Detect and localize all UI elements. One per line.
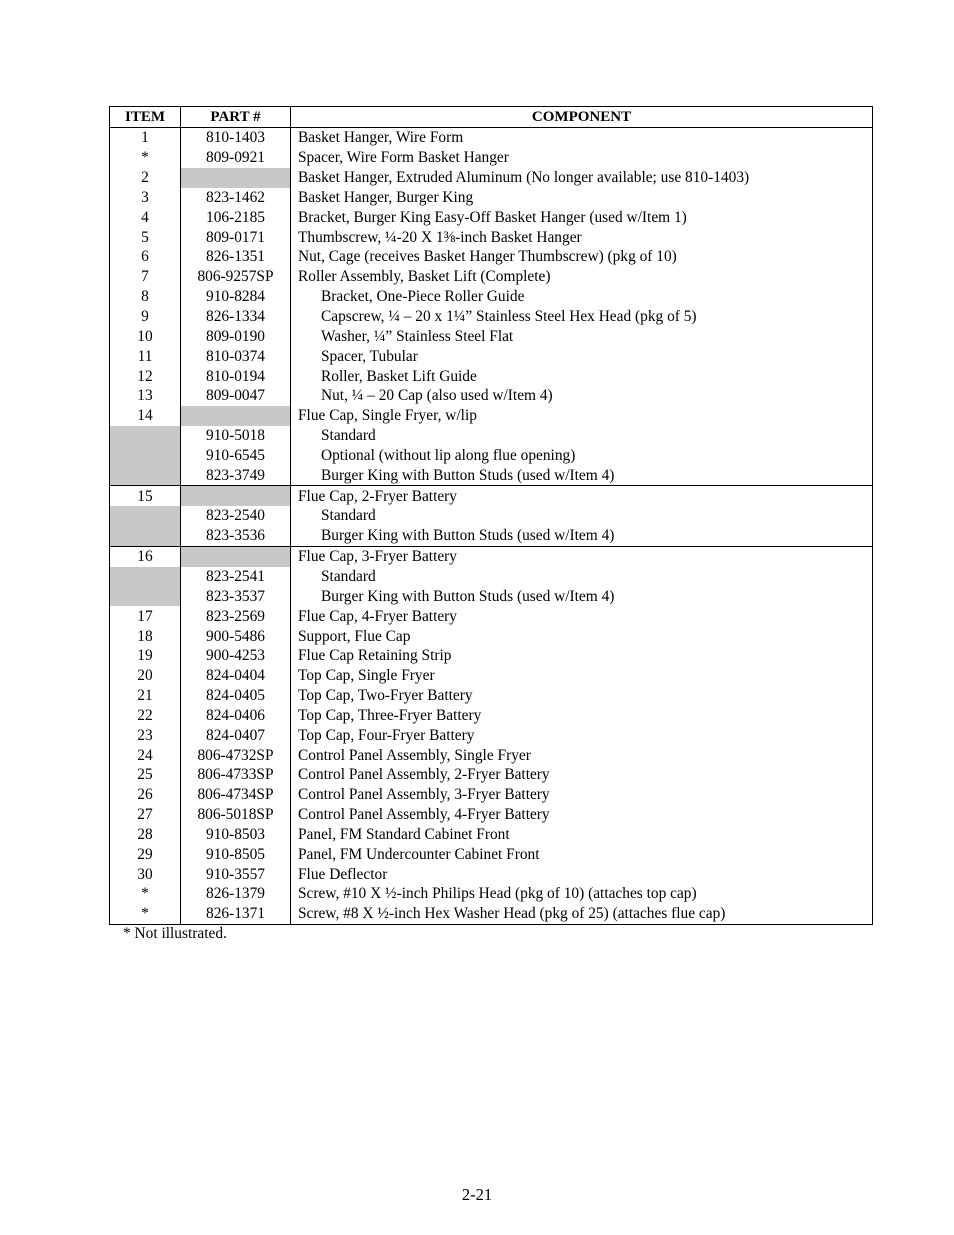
item-cell — [110, 446, 181, 466]
item-cell: 21 — [110, 686, 181, 706]
component-cell: Basket Hanger, Extruded Aluminum (No longer available; use 810-1403) — [291, 168, 873, 188]
part-number-cell: 824-0405 — [181, 686, 291, 706]
item-cell — [110, 586, 181, 606]
component-cell: Panel, FM Standard Cabinet Front — [291, 825, 873, 845]
part-number-cell: 826-1371 — [181, 904, 291, 924]
table-row — [110, 884, 873, 904]
header-part: PART # — [181, 107, 291, 128]
component-cell: Top Cap, Four-Fryer Battery — [291, 725, 873, 745]
table-row — [110, 864, 873, 884]
item-cell: 11 — [110, 346, 181, 366]
component-cell: Bracket, Burger King Easy-Off Basket Hanger (used w/Item 1) — [291, 207, 873, 227]
table-row — [110, 844, 873, 864]
item-cell — [110, 426, 181, 446]
item-cell: 18 — [110, 626, 181, 646]
component-cell: Washer, ¼” Stainless Steel Flat — [291, 326, 873, 346]
part-number-cell — [181, 406, 291, 426]
table-row — [110, 307, 873, 327]
component-cell: Control Panel Assembly, 3-Fryer Battery — [291, 785, 873, 805]
component-cell: Screw, #8 X ½-inch Hex Washer Head (pkg of 25) (attaches flue cap) — [291, 904, 873, 924]
component-cell: Support, Flue Cap — [291, 626, 873, 646]
part-number-cell: 910-8284 — [181, 287, 291, 307]
part-number-cell: 823-2541 — [181, 567, 291, 587]
table-row — [110, 128, 873, 148]
part-number-cell: 910-8503 — [181, 825, 291, 845]
part-number-cell: 824-0407 — [181, 725, 291, 745]
part-number-cell: 823-3536 — [181, 526, 291, 546]
component-cell: Top Cap, Single Fryer — [291, 666, 873, 686]
item-cell: 25 — [110, 765, 181, 785]
component-cell: Basket Hanger, Burger King — [291, 188, 873, 208]
table-row — [110, 686, 873, 706]
footnote: * Not illustrated. — [123, 925, 227, 942]
part-number-cell: 910-3557 — [181, 864, 291, 884]
part-number-cell: 823-1462 — [181, 188, 291, 208]
component-cell: Panel, FM Undercounter Cabinet Front — [291, 844, 873, 864]
table-row — [110, 326, 873, 346]
table-row — [110, 626, 873, 646]
table-row — [110, 227, 873, 247]
part-number-cell: 806-4733SP — [181, 765, 291, 785]
item-cell: 4 — [110, 207, 181, 227]
part-number-cell: 810-0374 — [181, 346, 291, 366]
item-cell: 22 — [110, 705, 181, 725]
table-row — [110, 465, 873, 485]
table-row — [110, 366, 873, 386]
component-cell: Burger King with Button Studs (used w/Item 4) — [291, 526, 873, 546]
table-row — [110, 705, 873, 725]
component-cell: Control Panel Assembly, Single Fryer — [291, 745, 873, 765]
item-cell: 13 — [110, 386, 181, 406]
item-cell — [110, 526, 181, 546]
component-cell: Basket Hanger, Wire Form — [291, 128, 873, 148]
item-cell: 23 — [110, 725, 181, 745]
part-number-cell: 910-6545 — [181, 446, 291, 466]
item-cell: 1 — [110, 128, 181, 148]
item-cell: 7 — [110, 267, 181, 287]
table-row — [110, 406, 873, 426]
item-cell: 27 — [110, 805, 181, 825]
component-cell: Nut, ¼ – 20 Cap (also used w/Item 4) — [291, 386, 873, 406]
table-row — [110, 346, 873, 366]
part-number-cell: 824-0406 — [181, 705, 291, 725]
part-number-cell: 809-0171 — [181, 227, 291, 247]
part-number-cell: 823-3537 — [181, 586, 291, 606]
part-number-cell: 809-0190 — [181, 326, 291, 346]
component-cell: Top Cap, Two-Fryer Battery — [291, 686, 873, 706]
component-cell: Nut, Cage (receives Basket Hanger Thumbscrew) (pkg of 10) — [291, 247, 873, 267]
item-cell: 30 — [110, 864, 181, 884]
table-row — [110, 825, 873, 845]
item-cell — [110, 465, 181, 485]
item-cell: * — [110, 904, 181, 924]
component-cell: Flue Deflector — [291, 864, 873, 884]
table-row — [110, 904, 873, 924]
component-cell: Spacer, Tubular — [291, 346, 873, 366]
table-row — [110, 148, 873, 168]
table-row — [110, 567, 873, 587]
part-number-cell: 106-2185 — [181, 207, 291, 227]
part-number-cell: 806-4734SP — [181, 785, 291, 805]
table-row — [110, 725, 873, 745]
table-row — [110, 785, 873, 805]
component-cell: Control Panel Assembly, 2-Fryer Battery — [291, 765, 873, 785]
header-item: ITEM — [110, 107, 181, 128]
part-number-cell: 900-5486 — [181, 626, 291, 646]
table-row — [110, 586, 873, 606]
item-cell: * — [110, 148, 181, 168]
parts-table — [109, 106, 873, 925]
part-number-cell — [181, 546, 291, 566]
item-cell: 15 — [110, 486, 181, 506]
part-number-cell: 810-0194 — [181, 366, 291, 386]
item-cell: 14 — [110, 406, 181, 426]
component-cell: Burger King with Button Studs (used w/Item 4) — [291, 465, 873, 485]
part-number-cell: 823-2540 — [181, 506, 291, 526]
table-row — [110, 386, 873, 406]
part-number-cell: 823-3749 — [181, 465, 291, 485]
table-row — [110, 247, 873, 267]
part-number-cell: 900-4253 — [181, 646, 291, 666]
item-cell: 12 — [110, 366, 181, 386]
part-number-cell: 824-0404 — [181, 666, 291, 686]
table-header — [110, 107, 873, 128]
component-cell: Standard — [291, 506, 873, 526]
item-cell: 6 — [110, 247, 181, 267]
part-number-cell: 826-1379 — [181, 884, 291, 904]
table-row — [110, 805, 873, 825]
table-row — [110, 526, 873, 546]
table-row — [110, 486, 873, 506]
item-cell: * — [110, 884, 181, 904]
part-number-cell: 809-0047 — [181, 386, 291, 406]
item-cell: 20 — [110, 666, 181, 686]
item-cell: 24 — [110, 745, 181, 765]
item-cell: 26 — [110, 785, 181, 805]
part-number-cell: 810-1403 — [181, 128, 291, 148]
item-cell: 5 — [110, 227, 181, 247]
table-row — [110, 188, 873, 208]
component-cell: Roller, Basket Lift Guide — [291, 366, 873, 386]
part-number-cell: 809-0921 — [181, 148, 291, 168]
component-cell: Spacer, Wire Form Basket Hanger — [291, 148, 873, 168]
table-row — [110, 546, 873, 566]
component-cell: Flue Cap, 3-Fryer Battery — [291, 546, 873, 566]
part-number-cell — [181, 168, 291, 188]
component-cell: Screw, #10 X ½-inch Philips Head (pkg of 10) (attaches top cap) — [291, 884, 873, 904]
component-cell: Standard — [291, 567, 873, 587]
item-cell: 19 — [110, 646, 181, 666]
component-cell: Roller Assembly, Basket Lift (Complete) — [291, 267, 873, 287]
header-component: COMPONENT — [291, 107, 873, 128]
component-cell: Optional (without lip along flue opening) — [291, 446, 873, 466]
item-cell — [110, 506, 181, 526]
component-cell: Top Cap, Three-Fryer Battery — [291, 705, 873, 725]
table-row — [110, 606, 873, 626]
table-row — [110, 446, 873, 466]
part-number-cell: 806-4732SP — [181, 745, 291, 765]
component-cell: Burger King with Button Studs (used w/Item 4) — [291, 586, 873, 606]
component-cell: Flue Cap, Single Fryer, w/lip — [291, 406, 873, 426]
item-cell: 16 — [110, 546, 181, 566]
table-row — [110, 426, 873, 446]
item-cell: 29 — [110, 844, 181, 864]
table-row — [110, 168, 873, 188]
item-cell: 8 — [110, 287, 181, 307]
component-cell: Flue Cap, 2-Fryer Battery — [291, 486, 873, 506]
page-number: 2-21 — [461, 1185, 493, 1204]
part-number-cell: 823-2569 — [181, 606, 291, 626]
component-cell: Standard — [291, 426, 873, 446]
component-cell: Bracket, One-Piece Roller Guide — [291, 287, 873, 307]
item-cell: 9 — [110, 307, 181, 327]
part-number-cell: 910-5018 — [181, 426, 291, 446]
table-row — [110, 646, 873, 666]
table-row — [110, 666, 873, 686]
item-cell: 10 — [110, 326, 181, 346]
component-cell: Flue Cap Retaining Strip — [291, 646, 873, 666]
component-cell: Flue Cap, 4-Fryer Battery — [291, 606, 873, 626]
part-number-cell — [181, 486, 291, 506]
item-cell — [110, 567, 181, 587]
part-number-cell: 910-8505 — [181, 844, 291, 864]
part-number-cell: 826-1334 — [181, 307, 291, 327]
table-row — [110, 506, 873, 526]
item-cell: 28 — [110, 825, 181, 845]
table-row — [110, 745, 873, 765]
component-cell: Control Panel Assembly, 4-Fryer Battery — [291, 805, 873, 825]
part-number-cell: 806-5018SP — [181, 805, 291, 825]
table-row — [110, 267, 873, 287]
item-cell: 17 — [110, 606, 181, 626]
part-number-cell: 806-9257SP — [181, 267, 291, 287]
table-row — [110, 287, 873, 307]
table-row — [110, 765, 873, 785]
component-cell: Thumbscrew, ¼-20 X 1⅜-inch Basket Hanger — [291, 227, 873, 247]
table-row — [110, 207, 873, 227]
table-body — [110, 128, 873, 925]
part-number-cell: 826-1351 — [181, 247, 291, 267]
component-cell: Capscrew, ¼ – 20 x 1¼” Stainless Steel Hex Head (pkg of 5) — [291, 307, 873, 327]
item-cell: 2 — [110, 168, 181, 188]
item-cell: 3 — [110, 188, 181, 208]
